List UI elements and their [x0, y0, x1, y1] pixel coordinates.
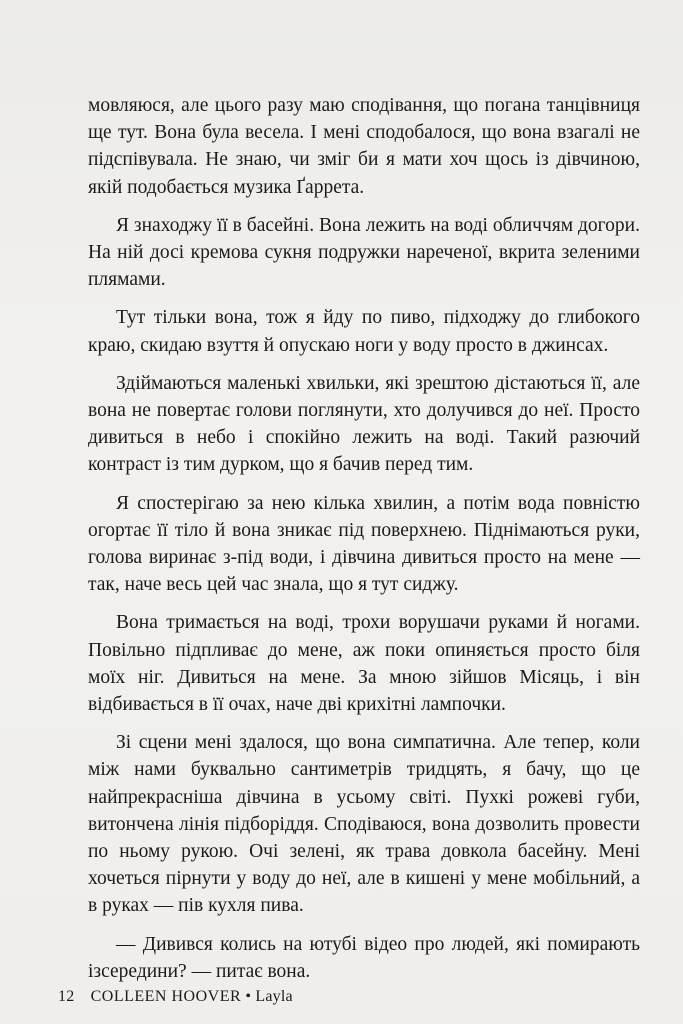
book-title: Layla [255, 988, 293, 1005]
footer-separator: • [245, 988, 252, 1005]
paragraph: Я знаходжу її в басейні. Вона лежить на воді обличчям догори. На ній досі кремова сукня подружки нареченої, вкрита зеленими плямами. [88, 214, 640, 291]
paragraph: Вона тримається на воді, трохи ворушачи руками й ногами. Повільно підпливає до мене, аж поки опиняється просто біля моїх ніг. Дивиться на мене. За мною зійшов Місяць, і він відбивається в її очах, наче дві крихітні лампочки. [88, 612, 640, 716]
paragraph: Здіймаються маленькі хвильки, які зрештою дістаються її, але вона не повертає голови поглянути, хто долучився до неї. Просто дивиться в небо і спокійно лежить на воді. Такий разючий контраст із тим дурком, що я бачив перед тим. [88, 372, 640, 476]
paragraph: Я спостерігаю за нею кілька хвилин, а потім вода повністю огортає її тіло й вона зникає під поверхнею. Піднімаються руки, голова виринає з-під води, і дівчина дивиться просто на мене — так, наче весь цей час знала, що я тут сиджу. [88, 492, 640, 596]
paragraph: мовляюся, але цього разу маю сподівання, що погана танцівниця ще тут. Вона була весела. І мені сподобалося, що вона взагалі не підспівувала. Не знаю, чи зміг би я мати хоч щось із дівчиною, якій подобається музика Ґаррета. [88, 95, 640, 198]
body-text [88, 92, 640, 996]
page-number: 12 [58, 988, 75, 1005]
paragraph: Тут тільки вона, тож я йду по пиво, підходжу до глибокого краю, скидаю взуття й опускаю ноги у воду просто в джинсах. [88, 307, 640, 356]
author-name: COLLEEN HOOVER [90, 988, 242, 1005]
paragraph: Зі сцени мені здалося, що вона симпатична. Але тепер, коли між нами буквально сантиметрів тридцять, я бачу, що це найпрекрасніша дівчина в усьому світі. Пухкі рожеві губи, витончена лінія підборіддя. Сподіваюся, вона дозволить провести по ньому рукою. Очі зелені, як трава довкола басейну. Мені хочеться пірнути у воду до неї, але в кишені у мене мобільний, а в руках — пів кухля пива. [88, 732, 640, 917]
paragraph: — Дивився колись на ютубі відео про людей, які помирають ізсередини? — питає вона. [88, 933, 640, 982]
running-footer [58, 988, 293, 1006]
